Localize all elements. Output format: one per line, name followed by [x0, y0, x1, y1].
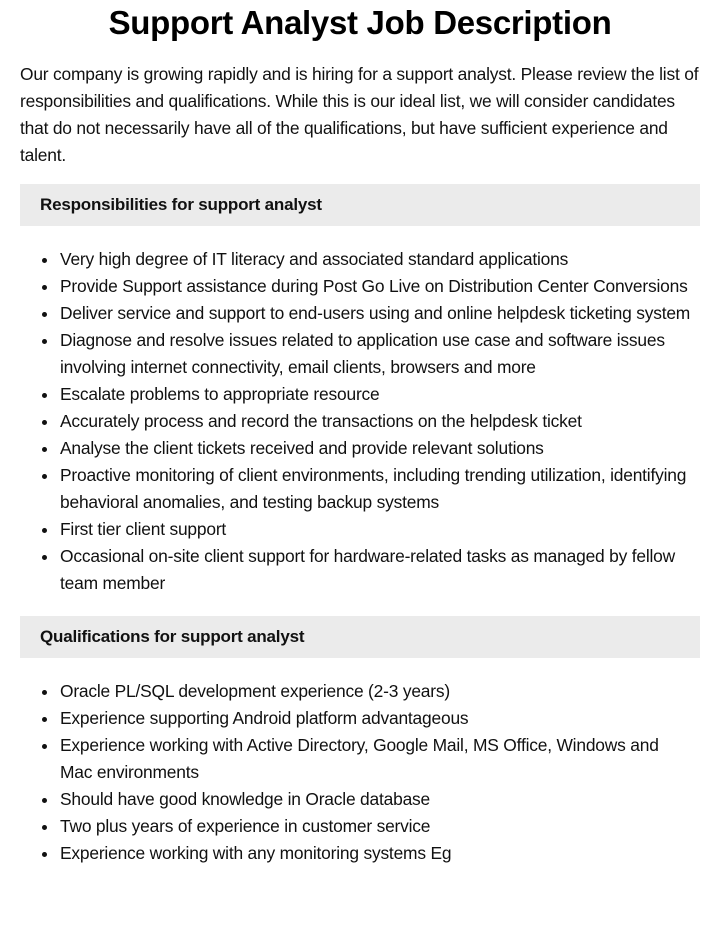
list-item: Experience working with any monitoring systems Eg — [60, 840, 700, 867]
page-title: Support Analyst Job Description — [108, 4, 612, 41]
list-item: Occasional on-site client support for hardware-related tasks as managed by fellow team member — [60, 543, 700, 597]
list-item: Very high degree of IT literacy and associated standard applications — [60, 246, 700, 273]
qualifications-list — [20, 678, 700, 867]
list-item: Proactive monitoring of client environments, including trending utilization, identifying behavioral anomalies, and testing backup systems — [60, 462, 700, 516]
list-item: Two plus years of experience in customer service — [60, 813, 700, 840]
list-item: Diagnose and resolve issues related to application use case and software issues involving internet connectivity, email clients, browsers and more — [60, 327, 700, 381]
list-item: Experience working with Active Directory, Google Mail, MS Office, Windows and Mac environments — [60, 732, 700, 786]
list-item: Accurately process and record the transactions on the helpdesk ticket — [60, 408, 700, 435]
list-item: Oracle PL/SQL development experience (2-3 years) — [60, 678, 700, 705]
list-item: Should have good knowledge in Oracle database — [60, 786, 700, 813]
intro-paragraph: Our company is growing rapidly and is hiring for a support analyst. Please review the list of responsibilities and qualifications. While this is our ideal list, we will consider candidates that do not necessarily have all of the qualifications, but have sufficient experience and talent. — [20, 64, 699, 165]
qualifications-heading — [20, 616, 700, 658]
list-item: Deliver service and support to end-users using and online helpdesk ticketing system — [60, 300, 700, 327]
list-item: Provide Support assistance during Post Go Live on Distribution Center Conversions — [60, 273, 700, 300]
list-item: Experience supporting Android platform advantageous — [60, 705, 700, 732]
list-item: First tier client support — [60, 516, 700, 543]
responsibilities-list — [20, 246, 700, 597]
list-item: Escalate problems to appropriate resource — [60, 381, 700, 408]
qualifications-heading-text: Qualifications for support analyst — [40, 627, 305, 646]
responsibilities-heading — [20, 184, 700, 226]
responsibilities-heading-text: Responsibilities for support analyst — [40, 195, 322, 214]
list-item: Analyse the client tickets received and provide relevant solutions — [60, 435, 700, 462]
